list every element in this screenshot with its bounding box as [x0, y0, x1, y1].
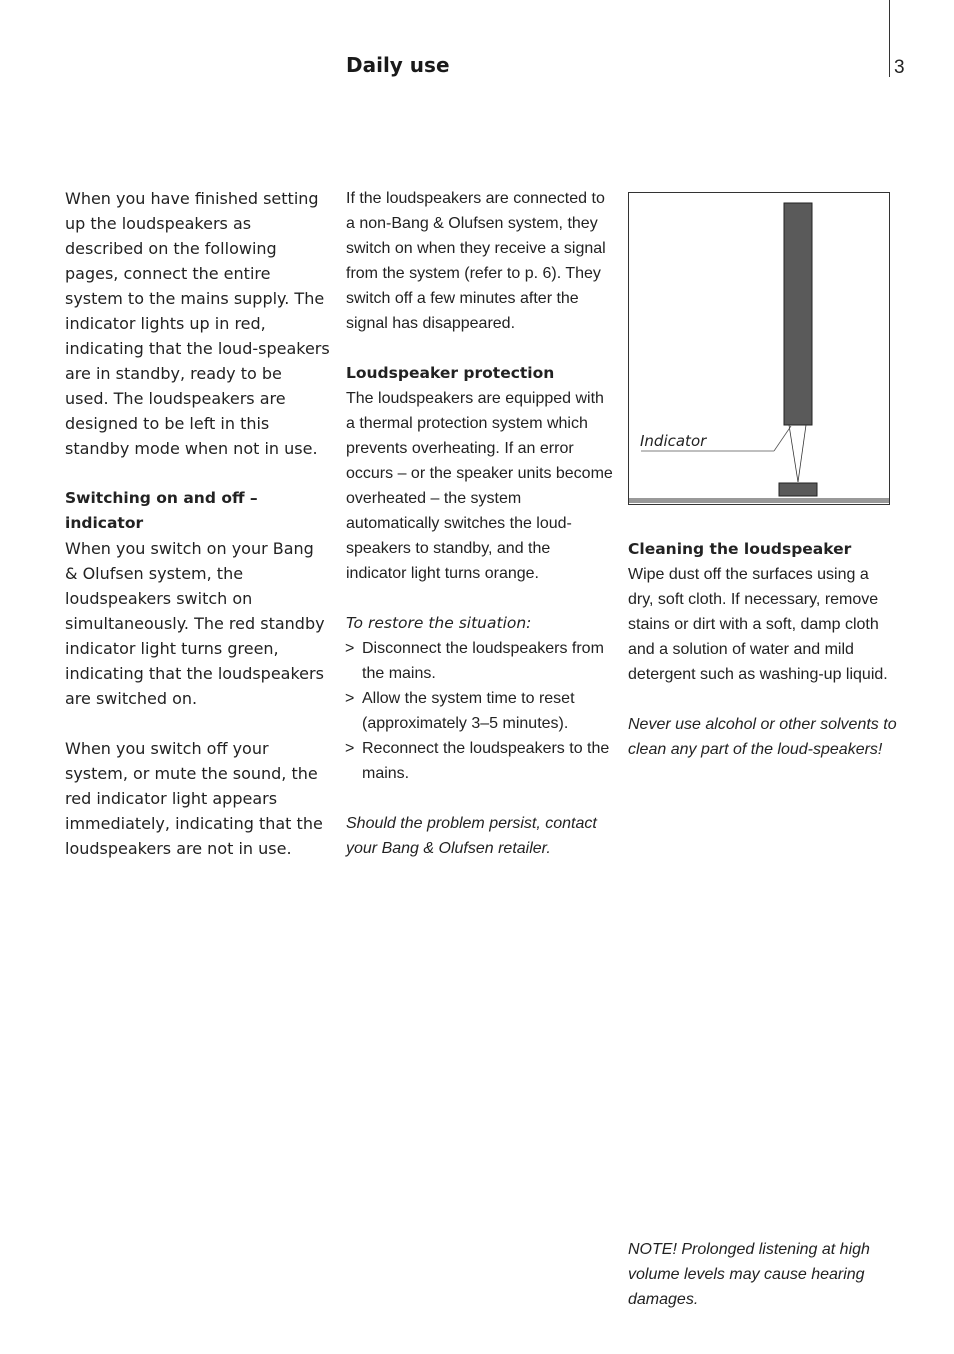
hearing-note — [628, 1237, 898, 1312]
switch-off-paragraph: When you switch off your system, or mute the sound, the red indicator light appears immediately, indicating that the loudspeakers are not in use. — [65, 739, 323, 858]
list-item — [346, 686, 614, 736]
loudspeaker-illustration — [628, 192, 890, 505]
page-number: 3 — [894, 57, 905, 78]
cleaning-heading: Cleaning the loudspeaker — [628, 540, 852, 558]
intro-paragraph: When you have finished setting up the loudspeakers as described on the following pages, connect the entire system to the mains supply. The indicator lights up in red, indicating that the loud-speakers are in standby, ready to be used. The loudspeakers are designed to be left in this standby mode when not in use. — [65, 189, 330, 458]
step-marker: > — [345, 640, 355, 657]
column-right — [628, 537, 898, 762]
column-middle — [346, 186, 614, 861]
indicator-leader-diagonal — [774, 426, 791, 451]
floor-line — [629, 498, 889, 503]
persist-paragraph: Should the problem persist, contact your Bang & Olufsen retailer. — [346, 815, 597, 857]
switching-paragraph: When you switch on your Bang & Olufsen system, the loudspeakers switch on simultaneously. The red standby indicator light turns green, indicating that the loudspeakers are switched on. — [65, 539, 325, 708]
cleaning-paragraph: Wipe dust off the surfaces using a dry, soft cloth. If necessary, remove stains or dirt with a soft, damp cloth and a solution of water and mild detergent such as washing-up liquid. — [628, 566, 888, 683]
restore-steps-list — [346, 636, 614, 786]
step-text: Disconnect the loudspeakers from the mains. — [362, 640, 604, 682]
page-divider — [889, 0, 890, 77]
step-marker: > — [345, 690, 355, 707]
column-left — [65, 186, 330, 861]
indicator-label: Indicator — [640, 432, 707, 450]
protection-heading: Loudspeaker protection — [346, 364, 555, 382]
indicator-beam-left — [789, 425, 798, 482]
step-text: Allow the system time to reset (approximately 3–5 minutes). — [362, 690, 575, 732]
list-item — [346, 636, 614, 686]
page-title: Daily use — [346, 53, 450, 77]
step-marker: > — [345, 740, 355, 757]
speaker-column — [784, 203, 812, 425]
non-bo-paragraph: If the loudspeakers are connected to a non-Bang & Olufsen system, they switch on when they receive a signal from the system (refer to p. 6). They switch off a few minutes after the signal has disappeared. — [346, 190, 606, 332]
protection-paragraph: The loudspeakers are equipped with a thermal protection system which prevents overheating. If an error occurs – or the speaker units become overheated – the system automatically switches the loud-speakers to standby, and the indicator light turns orange. — [346, 390, 613, 582]
step-text: Reconnect the loudspeakers to the mains. — [362, 740, 610, 782]
solvent-warning: Never use alcohol or other solvents to clean any part of the loud-speakers! — [628, 716, 897, 758]
loudspeaker-drawing — [629, 193, 889, 504]
restore-heading: To restore the situation: — [346, 614, 532, 632]
switching-heading: Switching on and off – indicator — [65, 489, 258, 532]
hearing-note-text: NOTE! Prolonged listening at high volume levels may cause hearing damages. — [628, 1241, 870, 1308]
list-item — [346, 736, 614, 786]
speaker-base — [779, 483, 817, 496]
indicator-beam-right — [798, 425, 806, 482]
